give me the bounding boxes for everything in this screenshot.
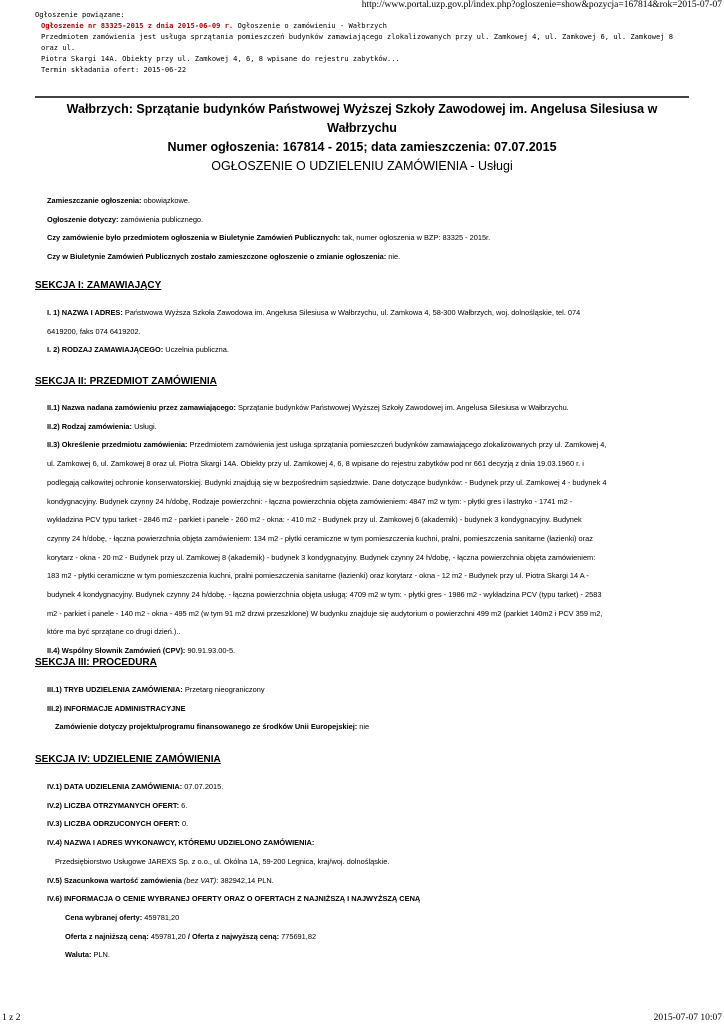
field-value: 6. [179, 800, 188, 810]
field [47, 872, 675, 891]
field-label: IV.3) LICZBA ODRZUCONYCH OFERT: [47, 819, 180, 829]
intro-field [47, 211, 682, 230]
field [47, 928, 675, 947]
description-line: ul. Zamkowej 6, ul. Zamkowej 8 oraz ul. Piotra Skargi 14A. Obiekty przy ul. Zamkowej 4, 6, 8 wpisane do rejestru zabytków pod nr 661 decyzją z dnia 19.03.1960 r. i [47, 459, 584, 469]
field-value: nie [357, 722, 370, 732]
field [47, 681, 675, 700]
related-link-line [35, 20, 685, 31]
notice-number: Numer ogłoszenia: 167814 - 2015; data zamieszczenia: 07.07.2015 [167, 140, 557, 154]
field-value: 0. [179, 819, 189, 829]
field-label: Waluta: [65, 950, 92, 960]
description-line: 183 m2 - płytki ceramiczne w tym pomieszczenia kuchni, pralni pomieszczenia sanitarne (łazienki) oraz korytarz - okna - 12 m2 - Budynek przy ul. Piotra Skargi 14 A - [47, 571, 589, 581]
related-heading: Ogłoszenie powiązane: [35, 10, 125, 19]
description-line: korytarz - okna - 20 m2 - Budynek przy ul. Zamkowej 8 (akademik) - budynek 3 kondygnacyjny. Budynek czynny 24 h/dobę, - łączna powierzchnia objęta zamówieniem: [47, 552, 596, 562]
field [47, 834, 675, 853]
field [47, 700, 675, 719]
separator: / [185, 931, 192, 941]
related-deadline: Termin składania ofert: 2015-06-22 [41, 65, 187, 74]
field-value: Usługi. [132, 421, 157, 431]
field [47, 399, 675, 418]
field-value: Przetarg nieograniczony [182, 685, 265, 694]
print-date: 2015-07-07 10:07 [653, 1013, 722, 1023]
section-1-body [47, 304, 675, 360]
field-value: nie. [386, 252, 401, 262]
field [47, 815, 675, 834]
field-value: Sprzątanie budynków Państwowej Wyższej Szkoły Zawodowej im. Angelusa Silesiusa w Wałbrzychu. [235, 403, 569, 412]
field-label: Czy zamówienie było przedmiotem ogłoszenia w Biuletynie Zamówień Publicznych: [47, 233, 341, 243]
section-heading-4: SEKCJA IV: UDZIELENIE ZAMÓWIENIA [35, 754, 221, 765]
related-notice [35, 9, 685, 75]
notice-type: OGŁOSZENIE O UDZIELENIU ZAMÓWIENIA - Usługi [211, 159, 513, 173]
field-label: II.3) Określenie przedmiotu zamówienia: [47, 440, 188, 450]
description-line: wykładzina PCV typu tarket - 2846 m2 - parkiet i panele - 260 m2 - okna: - 410 m2 - Budynek przy ul. Zamkowej 6 (akademik) - budynek 3 kondygnacyjny. Budynek [47, 515, 582, 525]
intro-fields [47, 192, 682, 267]
section-3-body [47, 681, 675, 737]
related-desc-line2: Piotra Skargi 14A. Obiekty przy ul. Zamkowej 4, 6, 8 wpisane do rejestru zabytków... [41, 54, 400, 63]
field-label: Ogłoszenie dotyczy: [47, 214, 119, 224]
field [47, 946, 675, 965]
field-value: PLN. [91, 950, 110, 960]
field-label: I. 2) RODZAJ ZAMAWIAJĄCEGO: [47, 345, 164, 355]
field-label: IV.6) INFORMACJA O CENIE WYBRANEJ OFERTY ORAZ O OFERTACH Z NAJNIŻSZĄ I NAJWYŻSZĄ CENĄ [47, 894, 421, 904]
description-line: które ma być sprzątane co drugi dzień.).. [47, 627, 181, 637]
description-line: kondygnacyjny. Budynek czynny 24 h/dobę, Rodzaje powierzchni: - łączna powierzchnia objęta zamówieniem: 4847 m2 w tym: - płytki gres i lastryko - 1741 m2 - [47, 496, 573, 506]
section-heading-2: SEKCJA II: PRZEDMIOT ZAMÓWIENIA [35, 376, 217, 387]
section-4-body [47, 778, 675, 965]
field-label: IV.5) Szacunkowa wartość zamówienia [47, 875, 182, 885]
field-note: (bez VAT) [181, 875, 217, 885]
field-value: : 382942,14 PLN. [216, 875, 274, 885]
related-notice-type: Ogłoszenie o zamówieniu - Wałbrzych [233, 21, 387, 30]
field-label: Zamieszczanie ogłoszenia: [47, 196, 142, 205]
field [47, 341, 675, 360]
page-number: 1 z 2 [2, 1013, 21, 1023]
field-value: 459781,20 [148, 931, 186, 941]
description-line: budynek 4 kondygnacyjny. Budynek czynny 24 h/dobę. - łączna powierzchnia objęta usługą: 4709 m2 w tym: - płytki gres - 1986 m2 - wykładzina PCV (typu tarket) - 2583 [47, 590, 602, 600]
field-label: III.1) TRYB UDZIELENIA ZAMÓWIENIA: [47, 685, 183, 694]
intro-field [47, 229, 682, 248]
field-label: Cena wybranej oferty: [65, 912, 143, 922]
related-desc-line1: Przedmiotem zamówienia jest usługa sprzątania pomieszczeń budynków zamawiającego zlokalizowanych przy ul. Zamkowej 4, ul. Zamkowej 6, ul. Zamkowej 8 oraz ul. [41, 32, 674, 52]
field-continuation: 6419200, faks 074 6419202. [47, 326, 141, 336]
field-label: IV.2) LICZBA OTRZYMANYCH OFERT: [47, 800, 180, 810]
description-line: czynny 24 h/dobę, - łączna powierzchnia objęta zamówieniem: 134 m2 - płytki ceramiczne w tym pomieszczenia kuchni, pralni, pomieszczenia sanitarne (łazienki) oraz [47, 533, 593, 543]
field-value: 07.07.2015. [182, 782, 224, 791]
field-label: I. 1) NAZWA I ADRES: [47, 308, 123, 317]
field-label: II.1) Nazwa nadana zamówieniu przez zamawiającego: [47, 403, 236, 412]
field [47, 418, 675, 437]
field [47, 797, 675, 816]
field-value: Przedmiotem zamówienia jest usługa sprzątania pomieszczeń budynków zamawiającego zlokalizowanych przy ul. Zamkowej 4, [187, 440, 607, 450]
field [47, 718, 675, 737]
field [47, 778, 675, 797]
description-line: m2 - parkiet i panele - 140 m2 - okna - 495 m2 (w tym 91 m2 drzwi przeszklone) W budynku znajduje się audytorium o powierzchni 499 m2 (parkiet 140m2 i PCV 359 m2, [47, 608, 603, 618]
title-line1: Wałbrzych: Sprzątanie budynków Państwowej Wyższej Szkoły Zawodowej im. Angelusa Silesiusa w [66, 102, 658, 116]
section-heading-1: SEKCJA I: ZAMAWIAJĄCY [35, 280, 162, 291]
page-title [55, 100, 669, 176]
field-value: 90.91.93.00-5. [185, 646, 236, 656]
field-value: Państwowa Wyższa Szkoła Zawodowa im. Angelusa Silesiusa w Wałbrzychu, ul. Zamkowa 4, 58-300 Wałbrzych, woj. dolnośląskie, tel. 074 [122, 308, 581, 317]
section-2-body [47, 399, 675, 661]
intro-field [47, 248, 682, 267]
title-line2: Wałbrzychu [327, 121, 397, 135]
field-label: IV.1) DATA UDZIELENIA ZAMÓWIENIA: [47, 782, 183, 791]
description-line: podlegają całkowitej ochronie konserwatorskiej. Budynki znajdują się w bezpośrednim sąsiedztwie. Dane dotyczące budynków: - Budynek przy ul. Zamkowej 4 - budynek 4 [47, 477, 607, 487]
field-label: II.2) Rodzaj zamówienia: [47, 421, 133, 431]
field-label: IV.4) NAZWA I ADRES WYKONAWCY, KTÓREMU UDZIELONO ZAMÓWIENIA: [47, 838, 315, 848]
field [47, 909, 675, 928]
field-value: 459781,20 [142, 912, 180, 922]
field [47, 436, 675, 455]
field-label: II.4) Wspólny Słownik Zamówień (CPV): [47, 646, 186, 656]
field-label: Oferta z najniższą ceną: [65, 931, 149, 941]
print-header-url: http://www.portal.uzp.gov.pl/index.php?ogloszenie=show&pozycja=167814&rok=2015-07-07 [361, 0, 722, 10]
field [47, 890, 675, 909]
intro-field [47, 192, 682, 211]
field-label: III.2) INFORMACJE ADMINISTRACYJNE [47, 703, 186, 713]
field-value: Uczelnia publiczna. [163, 345, 229, 355]
field-value: zamówienia publicznego. [118, 214, 204, 224]
related-notice-link[interactable]: Ogłoszenie nr 83325-2015 z dnia 2015-06-09 r. [41, 21, 234, 30]
field [47, 304, 675, 323]
divider [35, 96, 689, 98]
field-value: 775691,82 [279, 931, 317, 941]
section-heading-3: SEKCJA III: PROCEDURA [35, 657, 157, 668]
field-label: Czy w Biuletynie Zamówień Publicznych zostało zamieszczone ogłoszenie o zmianie ogłoszenia: [47, 252, 387, 262]
field-label: Zamówienie dotyczy projektu/programu finansowanego ze środków Unii Europejskiej: [55, 722, 358, 732]
field-label: Oferta z najwyższą ceną: [191, 931, 280, 941]
field-value: tak, numer ogłoszenia w BZP: 83325 - 2015r. [340, 233, 491, 243]
field-value: obowiązkowe. [141, 196, 190, 205]
contractor-name: Przedsiębiorstwo Usługowe JAREXS Sp. z o.o., ul. Okólna 1A, 59-200 Legnica, kraj/woj. dolnośląskie. [55, 856, 390, 866]
